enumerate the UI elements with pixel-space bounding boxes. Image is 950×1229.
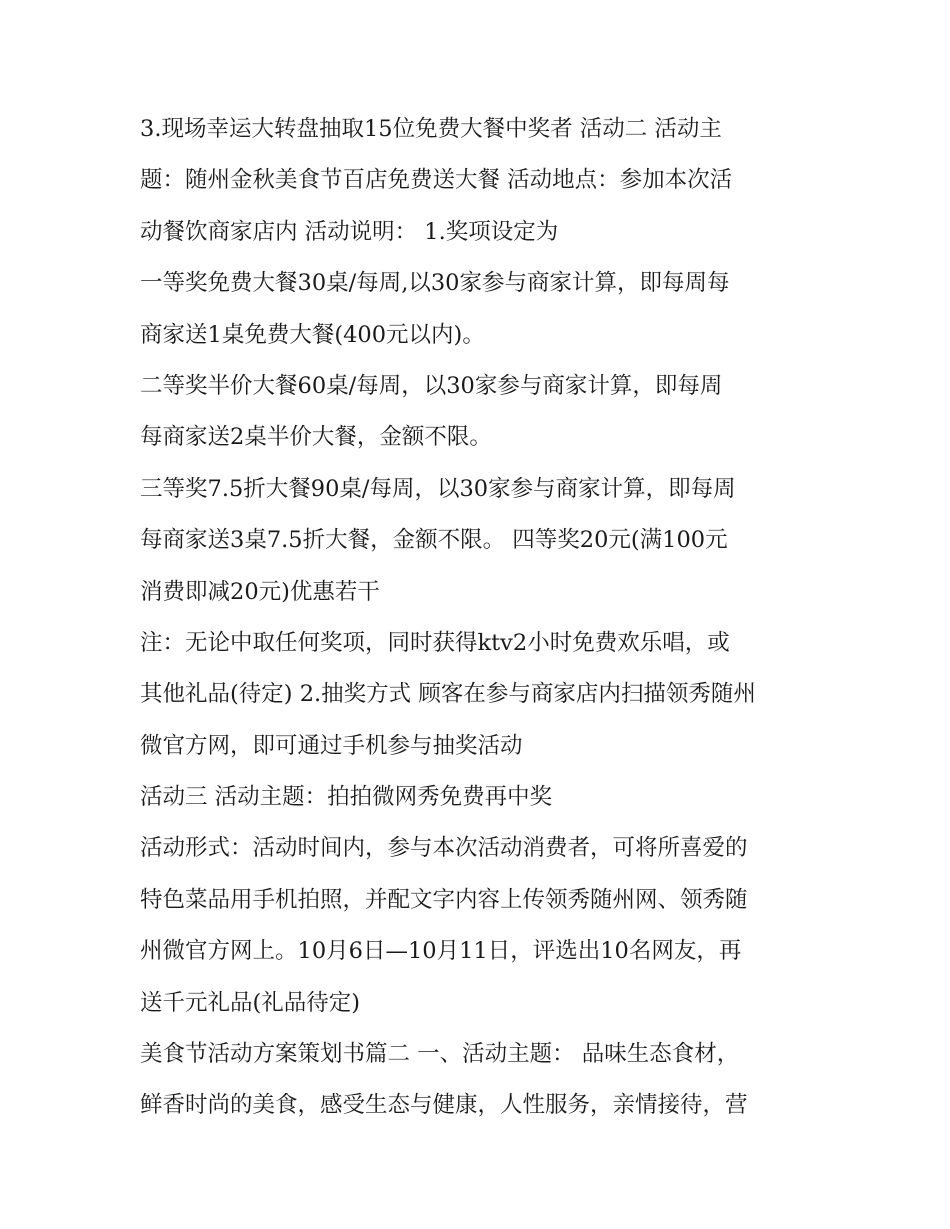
text-line: 活动形式：活动时间内，参与本次活动消费者，可将所喜爱的 — [140, 835, 748, 862]
text-line: 一等奖免费大餐30桌/每周,以30家参与商家计算，即每周每 — [140, 270, 730, 297]
text-line: 美食节活动方案策划书篇二 一、活动主题： 品味生态食材， — [140, 1041, 740, 1068]
text-line: 每商家送3桌7.5折大餐，金额不限。 四等奖20元(满100元 — [140, 527, 728, 554]
text-line: 州微官方网上。10月6日—10月11日，评选出10名网友，再 — [140, 938, 742, 965]
text-line: 消费即减20元)优惠若干 — [140, 578, 380, 605]
text-line: 商家送1桌免费大餐(400元以内)。 — [140, 321, 485, 348]
text-line: 每商家送2桌半价大餐，金额不限。 — [140, 424, 492, 451]
text-line: 三等奖7.5折大餐90桌/每周，以30家参与商家计算，即每周 — [140, 475, 736, 502]
text-line: 微官方网，即可通过手机参与抽奖活动 — [140, 732, 523, 759]
text-line: 二等奖半价大餐60桌/每周，以30家参与商家计算，即每周 — [140, 372, 723, 399]
document-body — [140, 110, 820, 1138]
text-line: 活动三 活动主题：拍拍微网秀免费再中奖 — [140, 784, 553, 811]
text-line: 题：随州金秋美食节百店免费送大餐 活动地点：参加本次活 — [140, 167, 733, 194]
text-line: 送千元礼品(礼品待定) — [140, 989, 361, 1016]
text-line: 鲜香时尚的美食，感受生态与健康，人性服务，亲情接待，营 — [140, 1092, 748, 1119]
text-line: 特色菜品用手机拍照，并配文字内容上传领秀随州网、领秀随 — [140, 886, 748, 913]
text-line: 其他礼品(待定) 2.抽奖方式 顾客在参与商家店内扫描领秀随州 — [140, 681, 756, 708]
text-line: 动餐饮商家店内 活动说明： 1.奖项设定为 — [140, 218, 559, 245]
text-line: 注：无论中取任何奖项，同时获得ktv2小时免费欢乐唱，或 — [140, 629, 730, 656]
text-line: 3.现场幸运大转盘抽取15位免费大餐中奖者 活动二 活动主 — [140, 116, 722, 142]
